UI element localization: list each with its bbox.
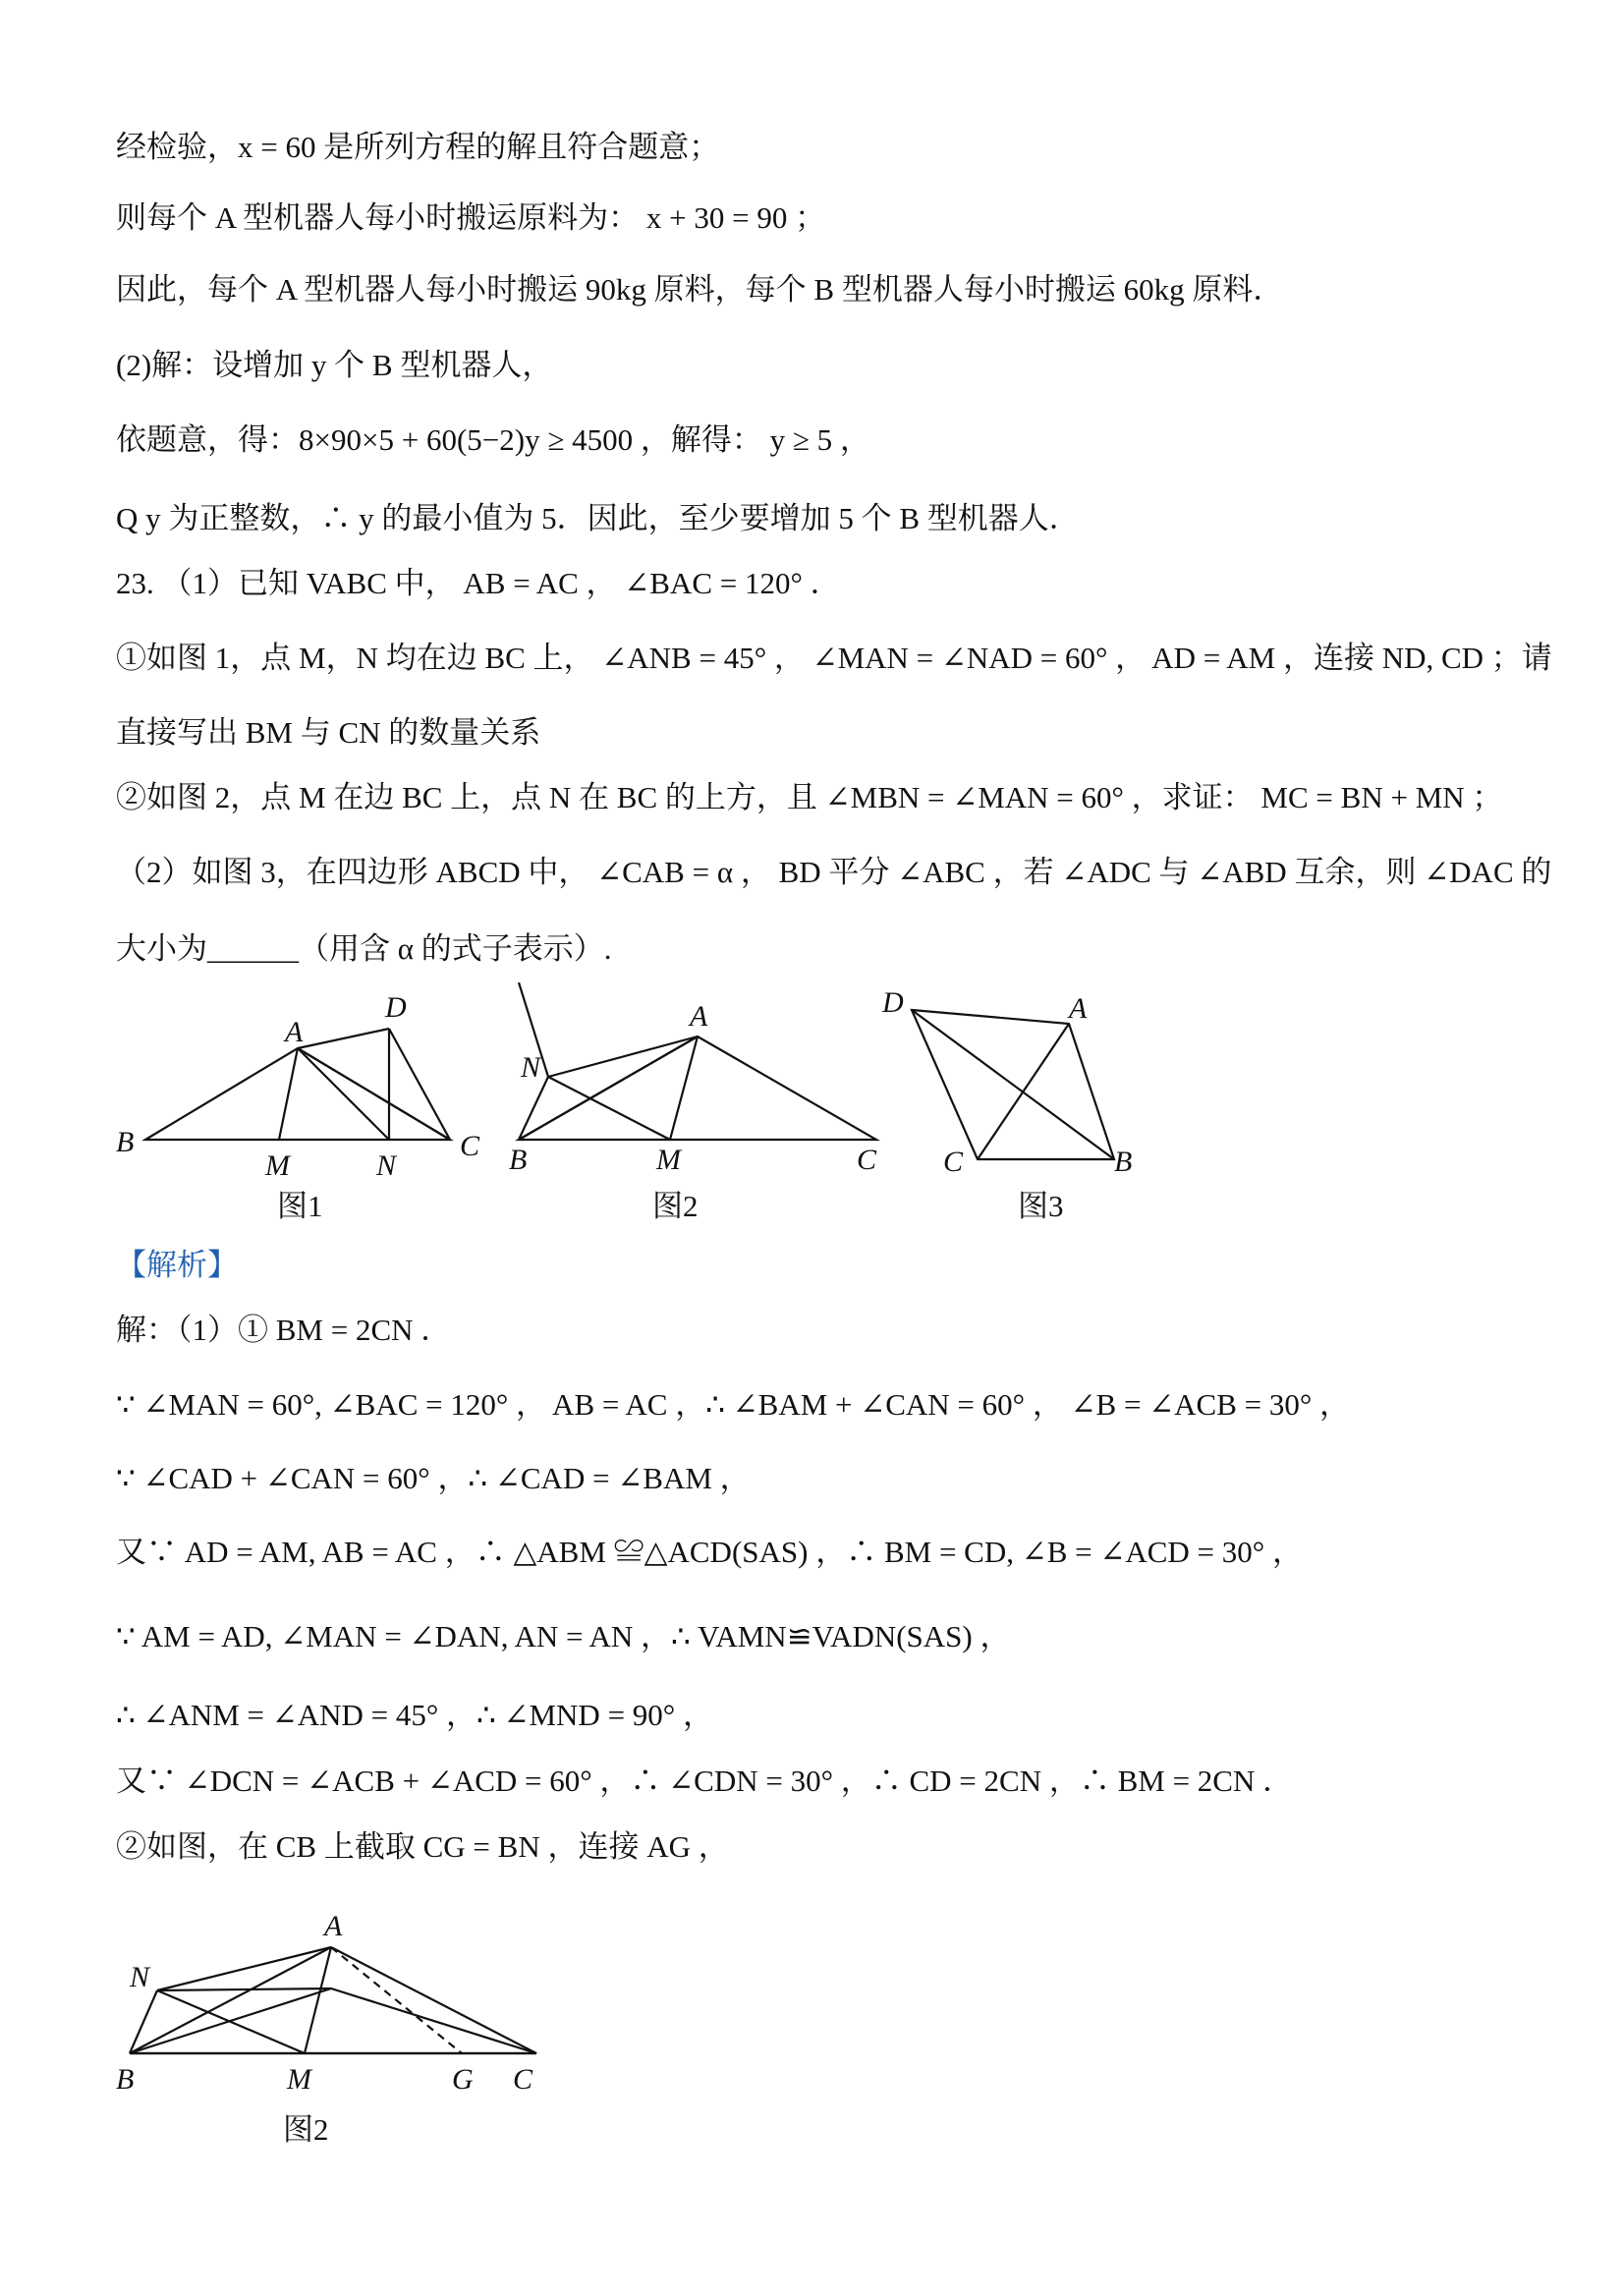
fig3-label-D: D — [882, 986, 904, 1019]
fig1-label-M: M — [265, 1149, 290, 1182]
fig1-label-B: B — [116, 1126, 135, 1158]
fig1-label-N: N — [376, 1149, 397, 1182]
figure-3 — [881, 986, 1132, 1223]
fig1-caption: 图1 — [277, 1189, 323, 1223]
fig1-label-A: A — [285, 1016, 304, 1048]
solution-line-5: ∵ AM = AD, ∠MAN = ∠DAN, AN = AN ，∴ VAMN≌VADN(SAS) ， — [116, 1619, 1011, 1653]
solution-line-4: 又∵ AD = AM, AB = AC ，∴ △ABM ≌△ACD(SAS) ，∴ BM = CD, ∠B = ∠ACD = 30° ， — [116, 1535, 1303, 1569]
problem-23-part3-cont: 大小为______（用含 α 的式子表示）. — [116, 931, 612, 966]
fig2-label-N: N — [521, 1051, 541, 1084]
problem-23-part3: （2）如图 3，在四边形 ABCD 中， ∠CAB = α ， BD 平分 ∠ABC ，若 ∠ADC 与 ∠ABD 互余，则 ∠DAC 的 — [116, 855, 1552, 889]
figures-row — [0, 982, 1623, 1238]
problem-23-part2: ②如图 2，点 M 在边 BC 上，点 N 在 BC 的上方，且 ∠MBN = ∠MAN = 60° ，求证： MC = BN + MN ； — [116, 780, 1503, 814]
text-line-6: Q y 为正整数，∴ y 的最小值为 5．因此，至少要增加 5 个 B 型机器人． — [116, 501, 1080, 535]
figure-2 — [509, 982, 877, 1223]
solution-line-7: 又∵ ∠DCN = ∠ACB + ∠ACD = 60° ，∴ ∠CDN = 30° ，∴ CD = 2CN ，∴ BM = 2CN ． — [116, 1764, 1294, 1798]
fig4-label-C: C — [513, 2063, 533, 2096]
fig4-label-M: M — [287, 2063, 311, 2096]
fig3-caption: 图3 — [1018, 1189, 1064, 1223]
solution-line-1: 解：（1）① BM = 2CN ． — [116, 1313, 452, 1347]
fig4-caption: 图2 — [283, 2112, 329, 2147]
fig2-label-B: B — [509, 1144, 528, 1176]
fig3-label-C: C — [943, 1146, 964, 1178]
text-line-4: (2)解：设增加 y 个 B 型机器人， — [116, 348, 553, 382]
fig4-label-N: N — [130, 1961, 150, 1993]
fig3-label-A: A — [1069, 992, 1088, 1025]
problem-23-title: 23. （1）已知 VABC 中， AB = AC ， ∠BAC = 120° ． — [116, 566, 841, 600]
text-line-2: 则每个 A 型机器人每小时搬运原料为： x + 30 = 90 ； — [116, 200, 826, 235]
fig2-caption: 图2 — [652, 1189, 699, 1223]
solution-line-8: ②如图，在 CB 上截取 CG = BN ，连接 AG ， — [116, 1829, 729, 1864]
problem-23-part1: ①如图 1，点 M，N 均在边 BC 上， ∠ANB = 45° ， ∠MAN = ∠NAD = 60° ， AD = AM ，连接 ND, CD ；请 — [116, 641, 1552, 675]
fig4-label-A: A — [324, 1910, 343, 1942]
solution-line-6: ∴ ∠ANM = ∠AND = 45° ，∴ ∠MND = 90° ， — [116, 1698, 713, 1732]
solution-line-2: ∵ ∠MAN = 60°, ∠BAC = 120° ， AB = AC ，∴ ∠BAM + ∠CAN = 60° ， ∠B = ∠ACB = 30° ， — [116, 1387, 1351, 1422]
fig2-label-M: M — [656, 1144, 681, 1176]
problem-23-part1-cont: 直接写出 BM 与 CN 的数量关系 — [116, 715, 541, 750]
fig3-label-B: B — [1114, 1146, 1133, 1178]
analysis-tag: 【解析】 — [116, 1248, 238, 1282]
text-line-3: 因此，每个 A 型机器人每小时搬运 90kg 原料，每个 B 型机器人每小时搬运 60kg 原料． — [116, 272, 1284, 307]
figure-1 — [116, 991, 480, 1223]
text-line-1: 经检验，x = 60 是所列方程的解且符合题意； — [116, 130, 720, 164]
fig2-label-C: C — [857, 1144, 877, 1176]
fig1-label-C: C — [460, 1130, 480, 1162]
figure-2-with-G — [0, 1886, 609, 2152]
fig4-label-B: B — [116, 2063, 135, 2096]
fig4-label-G: G — [452, 2063, 474, 2096]
text-line-5: 依题意，得：8×90×5 + 60(5−2)y ≥ 4500 ，解得： y ≥ 5 ， — [116, 422, 870, 457]
fig1-label-D: D — [385, 991, 407, 1024]
fig2-label-A: A — [690, 1000, 708, 1033]
solution-line-3: ∵ ∠CAD + ∠CAN = 60° ，∴ ∠CAD = ∠BAM ， — [116, 1461, 751, 1495]
